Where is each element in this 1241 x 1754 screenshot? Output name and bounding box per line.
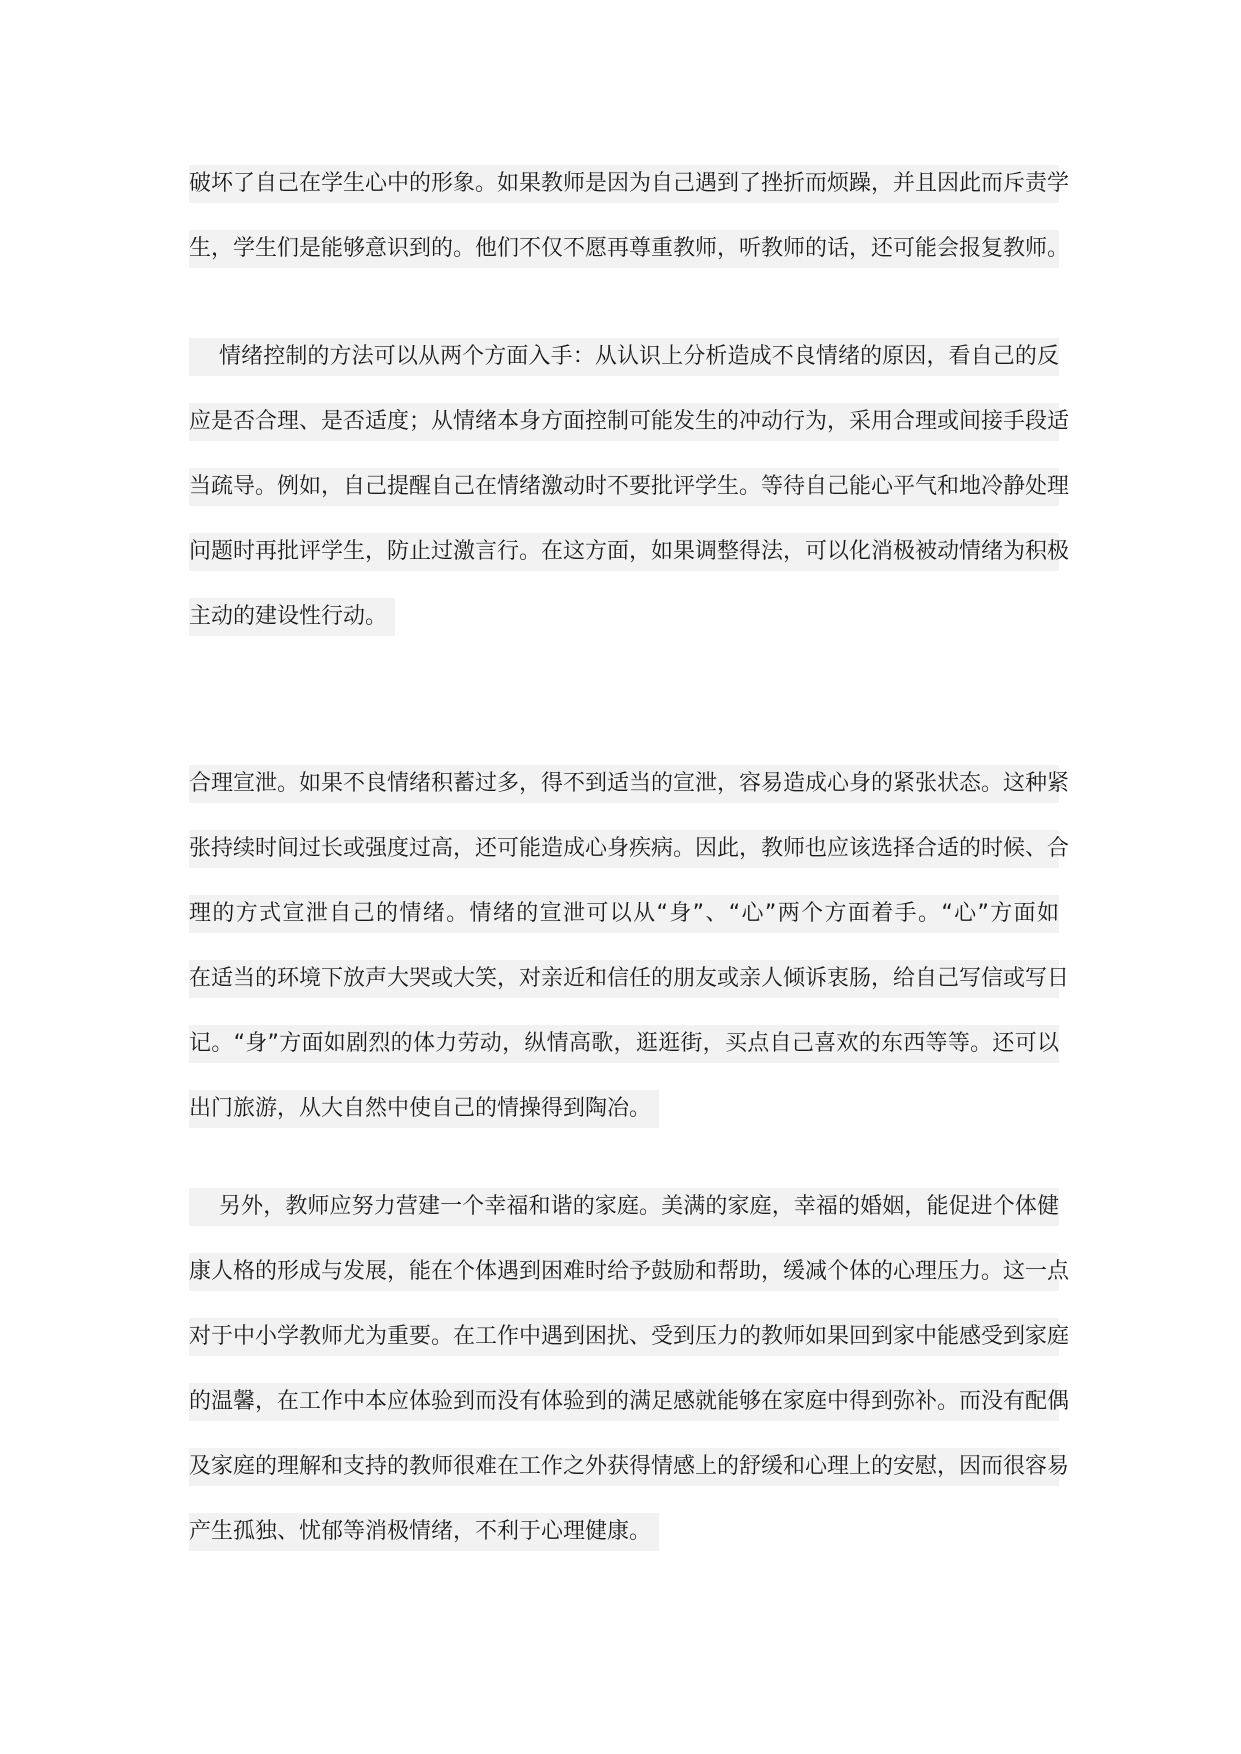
text-line [189,752,1070,817]
paragraph-4 [189,1175,1070,1565]
text-line [189,455,1070,520]
line-text: 破坏了自己在学生心中的形象。如果教师是因为自己遇到了挫折而烦躁，并且因此而斥责学 [189,165,1059,203]
text-line [189,1500,1059,1565]
text-line [189,1175,1059,1240]
text-line [189,390,1070,455]
line-text: 对于中小学教师尤为重要。在工作中遇到困扰、受到压力的教师如果回到家中能感受到家庭 [189,1318,1059,1356]
text-line [189,1240,1070,1305]
text-line [189,1435,1070,1500]
line-text: 生，学生们是能够意识到的。他们不仅不愿再尊重教师，听教师的话，还可能会报复教师。 [189,230,1059,268]
line-text: 主动的建设性行动。 [189,598,395,636]
line-text: 理的方式宣泄自己的情绪。情绪的宣泄可以从“身”、“心”两个方面着手。“心”方面如 [189,895,1059,933]
text-line [189,1305,1070,1370]
line-text: 情绪控制的方法可以从两个方面入手：从认识上分析造成不良情绪的原因，看自己的反 [189,338,1059,376]
line-text: 应是否合理、是否适度；从情绪本身方面控制可能发生的冲动行为，采用合理或间接手段适 [189,403,1059,441]
text-line [189,882,1059,947]
line-text: 出门旅游，从大自然中使自己的情操得到陶冶。 [189,1090,659,1128]
line-text: 合理宣泄。如果不良情绪积蓄过多，得不到适当的宣泄，容易造成心身的紧张状态。这种紧 [189,765,1059,803]
text-line [189,217,1070,282]
text-line [189,585,1059,650]
line-text: 产生孤独、忧郁等消极情绪，不利于心理健康。 [189,1513,659,1551]
text-line [189,152,1070,217]
paragraph-2 [189,325,1070,650]
text-line [189,1370,1070,1435]
line-text: 记。“身”方面如剧烈的体力劳动，纵情高歌，逛逛街，买点自己喜欢的东西等等。还可以 [189,1025,1059,1063]
text-line [189,947,1070,1012]
line-text: 及家庭的理解和支持的教师很难在工作之外获得情感上的舒缓和心理上的安慰，因而很容易 [189,1448,1059,1486]
text-line [189,325,1059,390]
line-text: 问题时再批评学生，防止过激言行。在这方面，如果调整得法，可以化消极被动情绪为积极 [189,533,1059,571]
text-line [189,1077,1059,1142]
text-line [189,520,1070,585]
line-text: 康人格的形成与发展，能在个体遇到困难时给予鼓励和帮助，缓减个体的心理压力。这一点 [189,1253,1059,1291]
text-line [189,1012,1059,1077]
line-text: 张持续时间过长或强度过高，还可能造成心身疾病。因此，教师也应该选择合适的时候、合 [189,830,1059,868]
line-text: 另外，教师应努力营建一个幸福和谐的家庭。美满的家庭，幸福的婚姻，能促进个体健 [189,1188,1059,1226]
text-line [189,817,1070,882]
paragraph-3 [189,752,1070,1142]
paragraph-1 [189,152,1070,282]
line-text: 的温馨，在工作中本应体验到而没有体验到的满足感就能够在家庭中得到弥补。而没有配偶 [189,1383,1059,1421]
line-text: 在适当的环境下放声大哭或大笑，对亲近和信任的朋友或亲人倾诉衷肠，给自己写信或写日 [189,960,1059,998]
line-text: 当疏导。例如，自己提醒自己在情绪激动时不要批评学生。等待自己能心平气和地冷静处理 [189,468,1059,506]
